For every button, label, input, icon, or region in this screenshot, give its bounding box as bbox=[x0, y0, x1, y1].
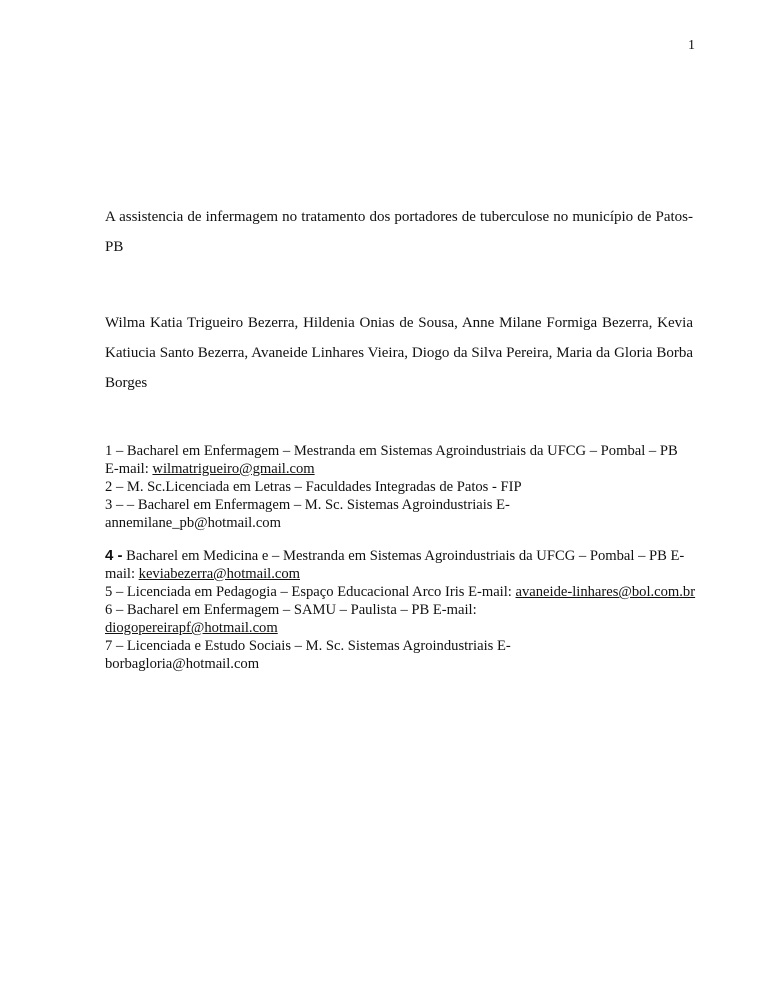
email-link-4[interactable]: keviabezerra@hotmail.com bbox=[138, 566, 300, 582]
affiliation-1 bbox=[105, 442, 690, 478]
page-number: 1 bbox=[688, 38, 695, 53]
affiliation-5-text: 5 – Licenciada em Pedagogia – Espaço Educacional Arco Iris E-mail: bbox=[105, 584, 516, 600]
affiliations-block-1 bbox=[105, 442, 705, 532]
affiliation-6-text: 6 – Bacharel em Enfermagem – SAMU – Paulista – PB E-mail: bbox=[105, 602, 477, 618]
affiliation-4-number: 4 - bbox=[105, 547, 123, 564]
affiliation-4-text: Bacharel em Medicina e – Mestranda em Sistemas Agroindustriais da UFCG – Pombal – PB E-mail: bbox=[105, 548, 685, 582]
affiliation-2: 2 – M. Sc.Licenciada em Letras – Faculdades Integradas de Patos - FIP bbox=[105, 479, 522, 495]
email-link-1[interactable]: wilmatrigueiro@gmail.com bbox=[152, 461, 315, 477]
affiliation-3: 3 – – Bacharel em Enfermagem – M. Sc. Sistemas Agroindustriais E-annemilane_pb@hotmail.com bbox=[105, 497, 510, 531]
email-link-5[interactable]: avaneide-linhares@bol.com.br bbox=[515, 584, 696, 600]
affiliation-6 bbox=[105, 601, 565, 637]
affiliations-block-2 bbox=[105, 547, 705, 673]
affiliation-4 bbox=[105, 547, 695, 583]
affiliation-1-text: 1 – Bacharel em Enfermagem – Mestranda em Sistemas Agroindustriais da UFCG – Pombal – PB E-mail: bbox=[105, 443, 678, 477]
email-link-6[interactable]: diogopereirapf@hotmail.com bbox=[105, 620, 278, 636]
affiliation-5 bbox=[105, 583, 705, 601]
affiliation-7: 7 – Licenciada e Estudo Sociais – M. Sc. Sistemas Agroindustriais E-borbagloria@hotmail.com bbox=[105, 638, 511, 672]
paper-title: A assistencia de infermagem no tratamento dos portadores de tuberculose no município de Patos-PB bbox=[105, 209, 693, 255]
author-list: Wilma Katia Trigueiro Bezerra, Hildenia Onias de Sousa, Anne Milane Formiga Bezerra, Kevia Katiucia Santo Bezerra, Avaneide Linhares Vieira, Diogo da Silva Pereira, Maria da Gloria Borba Borges bbox=[105, 315, 693, 391]
